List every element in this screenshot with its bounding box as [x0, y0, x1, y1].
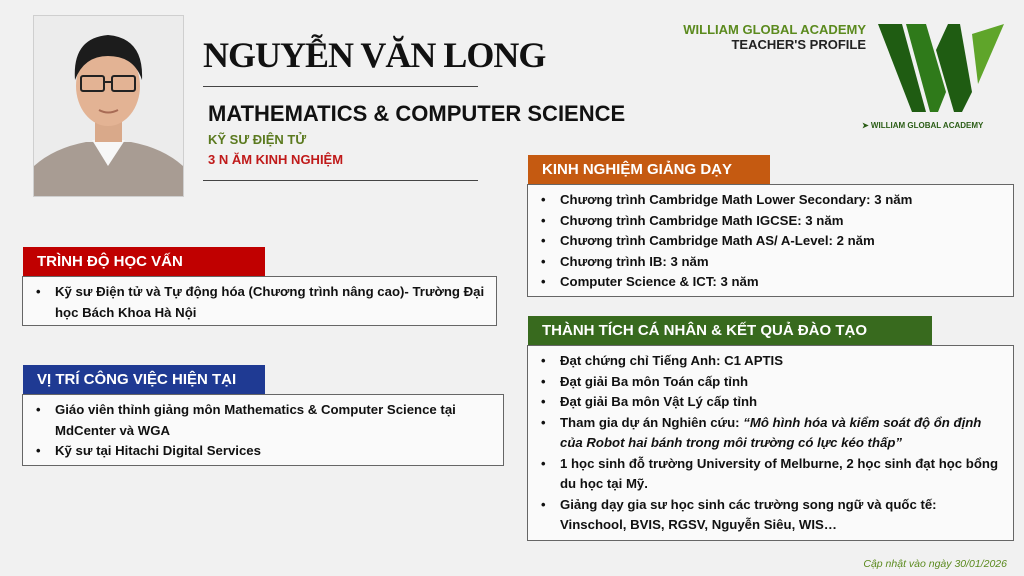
portrait-image: [34, 16, 183, 196]
achievements-list: [538, 351, 1005, 536]
logo-caption: ➤ WILLIAM GLOBAL ACADEMY: [862, 121, 984, 130]
w-logo-icon: [876, 22, 1006, 122]
list-item: • Chương trình IB: 3 năm: [560, 252, 1005, 273]
experience-years: 3 N ĂM KINH NGHIỆM: [208, 152, 344, 167]
teacher-photo: [33, 15, 184, 197]
list-item: • Chương trình Cambridge Math IGCSE: 3 năm: [560, 211, 1005, 232]
teaching-subject: MATHEMATICS & COMPUTER SCIENCE: [208, 101, 626, 126]
teaching-heading: KINH NGHIỆM GIẢNG DẠY: [528, 155, 770, 185]
list-item: • Kỹ sư Điện tử và Tự động hóa (Chương trình nâng cao)- Trường Đại học Bách Khoa Hà Nội: [55, 282, 488, 323]
research-item: [560, 413, 1005, 454]
position-heading: VỊ TRÍ CÔNG VIỆC HIỆN TẠI: [23, 365, 265, 395]
professional-title: KỸ SƯ ĐIỆN TỬ: [208, 132, 307, 147]
teacher-name: NGUYỄN VĂN LONG: [203, 35, 546, 75]
education-list: [33, 282, 488, 323]
research-title: “Mô hình hóa và kiểm soát độ ổn định của Robot hai bánh trong môi trường có lực kéo thấp”: [560, 414, 982, 450]
list-item: • Đạt giải Ba môn Vật Lý cấp tỉnh: [560, 392, 1005, 413]
list-item: • Kỹ sư tại Hitachi Digital Services: [55, 441, 495, 462]
achievements-box: [527, 345, 1014, 541]
profile-divider: [203, 180, 478, 181]
list-item: • Computer Science & ICT: 3 năm: [560, 272, 1005, 293]
teaching-list: [538, 190, 1005, 293]
list-item: • Đạt chứng chỉ Tiếng Anh: C1 APTIS: [560, 351, 1005, 372]
name-divider: [203, 86, 478, 87]
list-item: • Chương trình Cambridge Math Lower Secondary: 3 năm: [560, 190, 1005, 211]
education-heading: TRÌNH ĐỘ HỌC VẤN: [23, 247, 265, 277]
list-item: • 1 học sinh đỗ trường University of Melburne, 2 học sinh đạt học bổng du học tại Mỹ.: [560, 454, 1005, 495]
profile-subtitle: TEACHER'S PROFILE: [731, 37, 866, 52]
teaching-box: [527, 184, 1014, 297]
achievements-heading: THÀNH TÍCH CÁ NHÂN & KẾT QUẢ ĐÀO TẠO: [528, 316, 932, 346]
academy-name: WILLIAM GLOBAL ACADEMY: [683, 22, 866, 37]
list-item: • Đạt giải Ba môn Toán cấp tỉnh: [560, 372, 1005, 393]
position-list: [33, 400, 495, 462]
list-item: • Giáo viên thỉnh giảng môn Mathematics & Computer Science tại MdCenter và WGA: [55, 400, 495, 441]
academy-logo: [876, 22, 1006, 122]
update-date: Cập nhật vào ngày 30/01/2026: [863, 558, 1007, 570]
list-item: • Chương trình Cambridge Math AS/ A-Level: 2 năm: [560, 231, 1005, 252]
research-prefix: Tham gia dự án Nghiên cứu:: [560, 414, 744, 430]
list-item: • Giảng dạy gia sư học sinh các trường song ngữ và quốc tế: Vinschool, BVIS, RGSV, Nguyễn Siêu, WIS…: [560, 495, 1005, 536]
education-box: [22, 276, 497, 326]
position-box: [22, 394, 504, 466]
